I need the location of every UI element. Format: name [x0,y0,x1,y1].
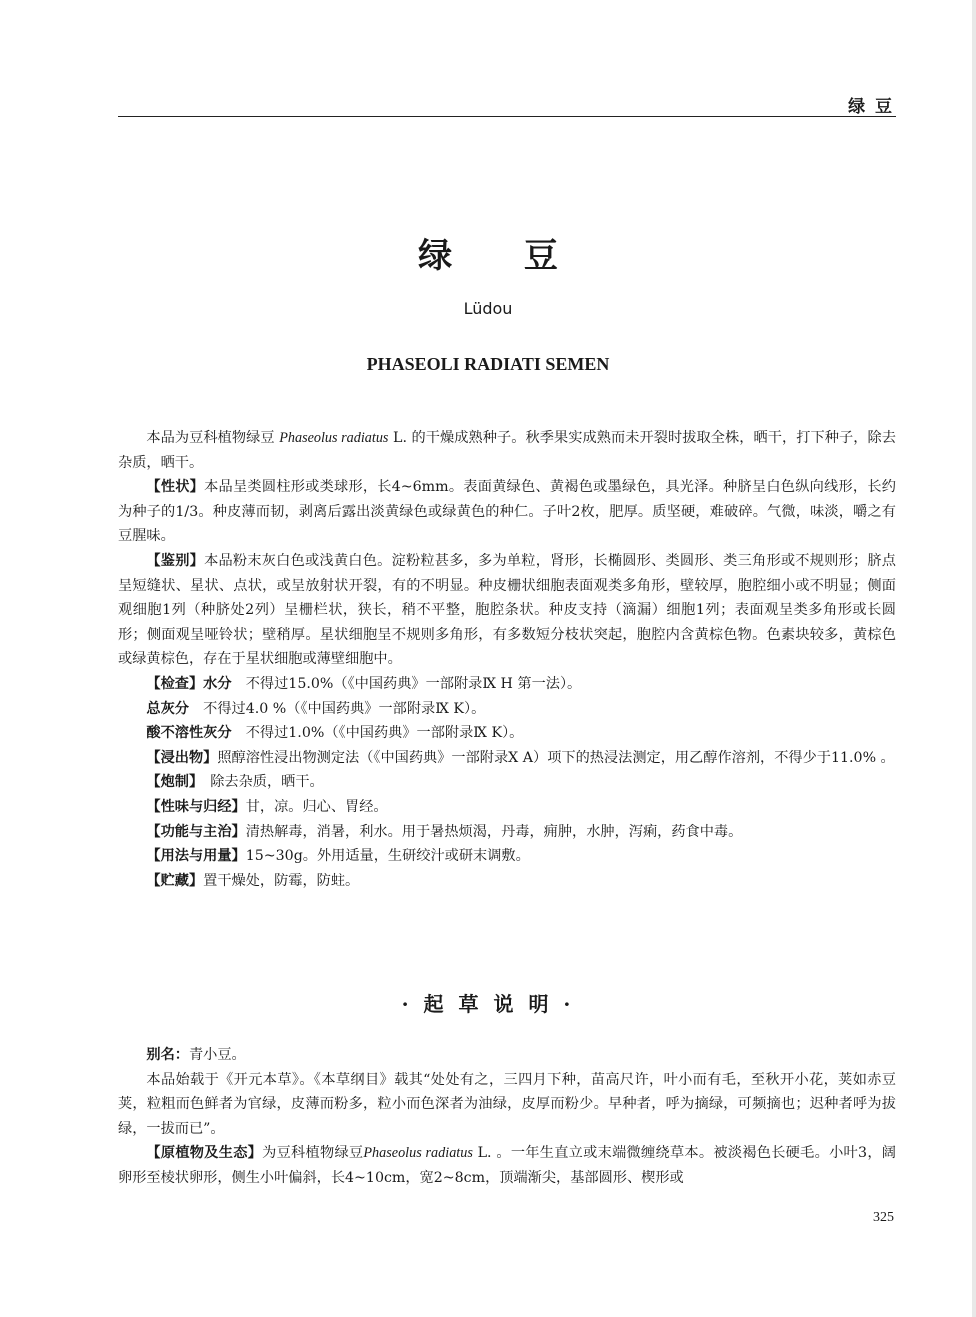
section-zhucang: 【贮藏】置干燥处，防霉，防蛀。 [146,872,360,889]
section-label: 【功能与主治】 [146,823,246,840]
drafting-notes-heading: · 起 草 说 明 · [401,992,575,1016]
section-jiancha: 【检查】水分 不得过15.0%（《中国药典》一部附录Ⅸ H 第一法）。 [146,675,582,692]
section-label: 【用法与用量】 [146,848,246,865]
section-label: 【性味与归经】 [146,798,246,815]
section-suanburong: 酸不溶性灰分 不得过1.0%（《中国药典》一部附录Ⅸ K）。 [146,725,524,742]
page-number: 325 [873,1210,894,1225]
section-xingzhuang: 【性状】本品呈类圆柱形或类球形，长4~6mm。表面黄绿色、黄褐色或墨绿色，具光泽。种脐呈白色纵向线形，长约为种子的1/3。种皮薄而韧，剥离后露出淡黄绿色或绿黄色的种仁。子叶2枚，肥厚。质坚硬，难破碎。气微，味淡，嚼之有豆腥味。 [118,479,896,545]
section-label: 【浸出物】 [146,749,218,766]
section-zonghuifen: 总灰分 不得过4.0 %（《中国药典》一部附录Ⅸ K）。 [146,700,486,717]
section-label: 【性状】 [146,479,205,496]
sub-label: 酸不溶性灰分 [146,725,232,742]
section-label: 【贮藏】 [146,872,204,889]
monograph-body [118,426,896,893]
section-label: 【原植物及生态】 [146,1145,263,1162]
header-rule [118,116,896,117]
section-gongneng: 【功能与主治】清热解毒，消暑，利水。用于暑热烦渴，丹毒，痈肿，水肿，泻痢，药食中毒。 [146,823,743,840]
alias-label: 别名： [146,1047,189,1063]
title-pinyin: Lüdou [463,299,513,318]
section-label: 【炮制】 [146,774,197,791]
page-title: 绿 豆 [418,236,558,276]
section-jinchuwu: 【浸出物】照醇溶性浸出物测定法（《中国药典》一部附录Ⅹ A）项下的热浸法测定，用乙醇作溶剂，不得少于11.0% 。 [146,749,895,766]
section-label: 【鉴别】 [146,552,205,569]
alias-paragraph: 别名：青小豆。 [146,1047,246,1063]
running-head: 绿 豆 [848,97,894,117]
section-label: 【检查】 [146,675,204,692]
latin-name: Phaseolus radiatus [363,1145,473,1162]
scan-edge-shadow [972,0,976,1317]
section-paozhi: 【炮制】 除去杂质，晒干。 [146,774,324,791]
latin-name: Phaseolus radiatus [279,430,389,446]
plant-paragraph: 【原植物及生态】为豆科植物绿豆Phaseolus radiatus L. 。一年生直立或末端微缠绕草本。被淡褐色长硬毛。小叶3，阔卵形至棱状卵形，侧生小叶偏斜，长4~10cm，宽2~8cm，顶端渐尖，基部圆形、楔形或 [118,1145,896,1186]
section-xingwei: 【性味与归经】甘，凉。归心、胃经。 [146,798,388,815]
sub-label: 水分 [203,675,232,692]
intro-paragraph: 本品为豆科植物绿豆 Phaseolus radiatus L. 的干燥成熟种子。秋季果实成熟而未开裂时拔取全株，晒干，打下种子，除去杂质，晒干。 [118,430,896,471]
title-latin: PHASEOLI RADIATI SEMEN [366,354,610,374]
origin-paragraph: 本品始载于《开元本草》。《本草纲目》载其“处处有之，三四月下种，苗高尺许，叶小而有毛，至秋开小花，荚如赤豆荚，粒粗而色鲜者为官绿，皮薄而粉多，粒小而色深者为油绿，皮厚而粉少。早种者，呼为摘绿，可频摘也；迟种者呼为拔绿，一拔而已”。 [118,1071,896,1137]
section-jianbie: 【鉴别】本品粉末灰白色或浅黄白色。淀粉粒甚多，多为单粒，肾形，长椭圆形、类圆形、类三角形或不规则形；脐点呈短缝状、星状、点状，或呈放射状开裂，有的不明显。种皮栅状细胞表面观类多角形，壁较厚，胞腔细小或不明显；侧面观细胞1列（种脐处2列）呈栅栏状，狭长，稍不平整，胞腔条状。种皮支持（滴漏）细胞1列；表面观呈类多角形或长圆形；侧面观呈哑铃状；壁稍厚。星状细胞呈不规则多角形，有多数短分枝状突起，胞腔内含黄棕色物。色素块较多，黄棕色或绿黄棕色，存在于星状细胞或薄壁细胞中。 [118,552,896,668]
section-yongfa: 【用法与用量】15~30g。外用适量，生研绞汁或研末调敷。 [146,848,530,865]
drafting-notes-body [118,1043,896,1191]
sub-label: 总灰分 [146,700,189,717]
